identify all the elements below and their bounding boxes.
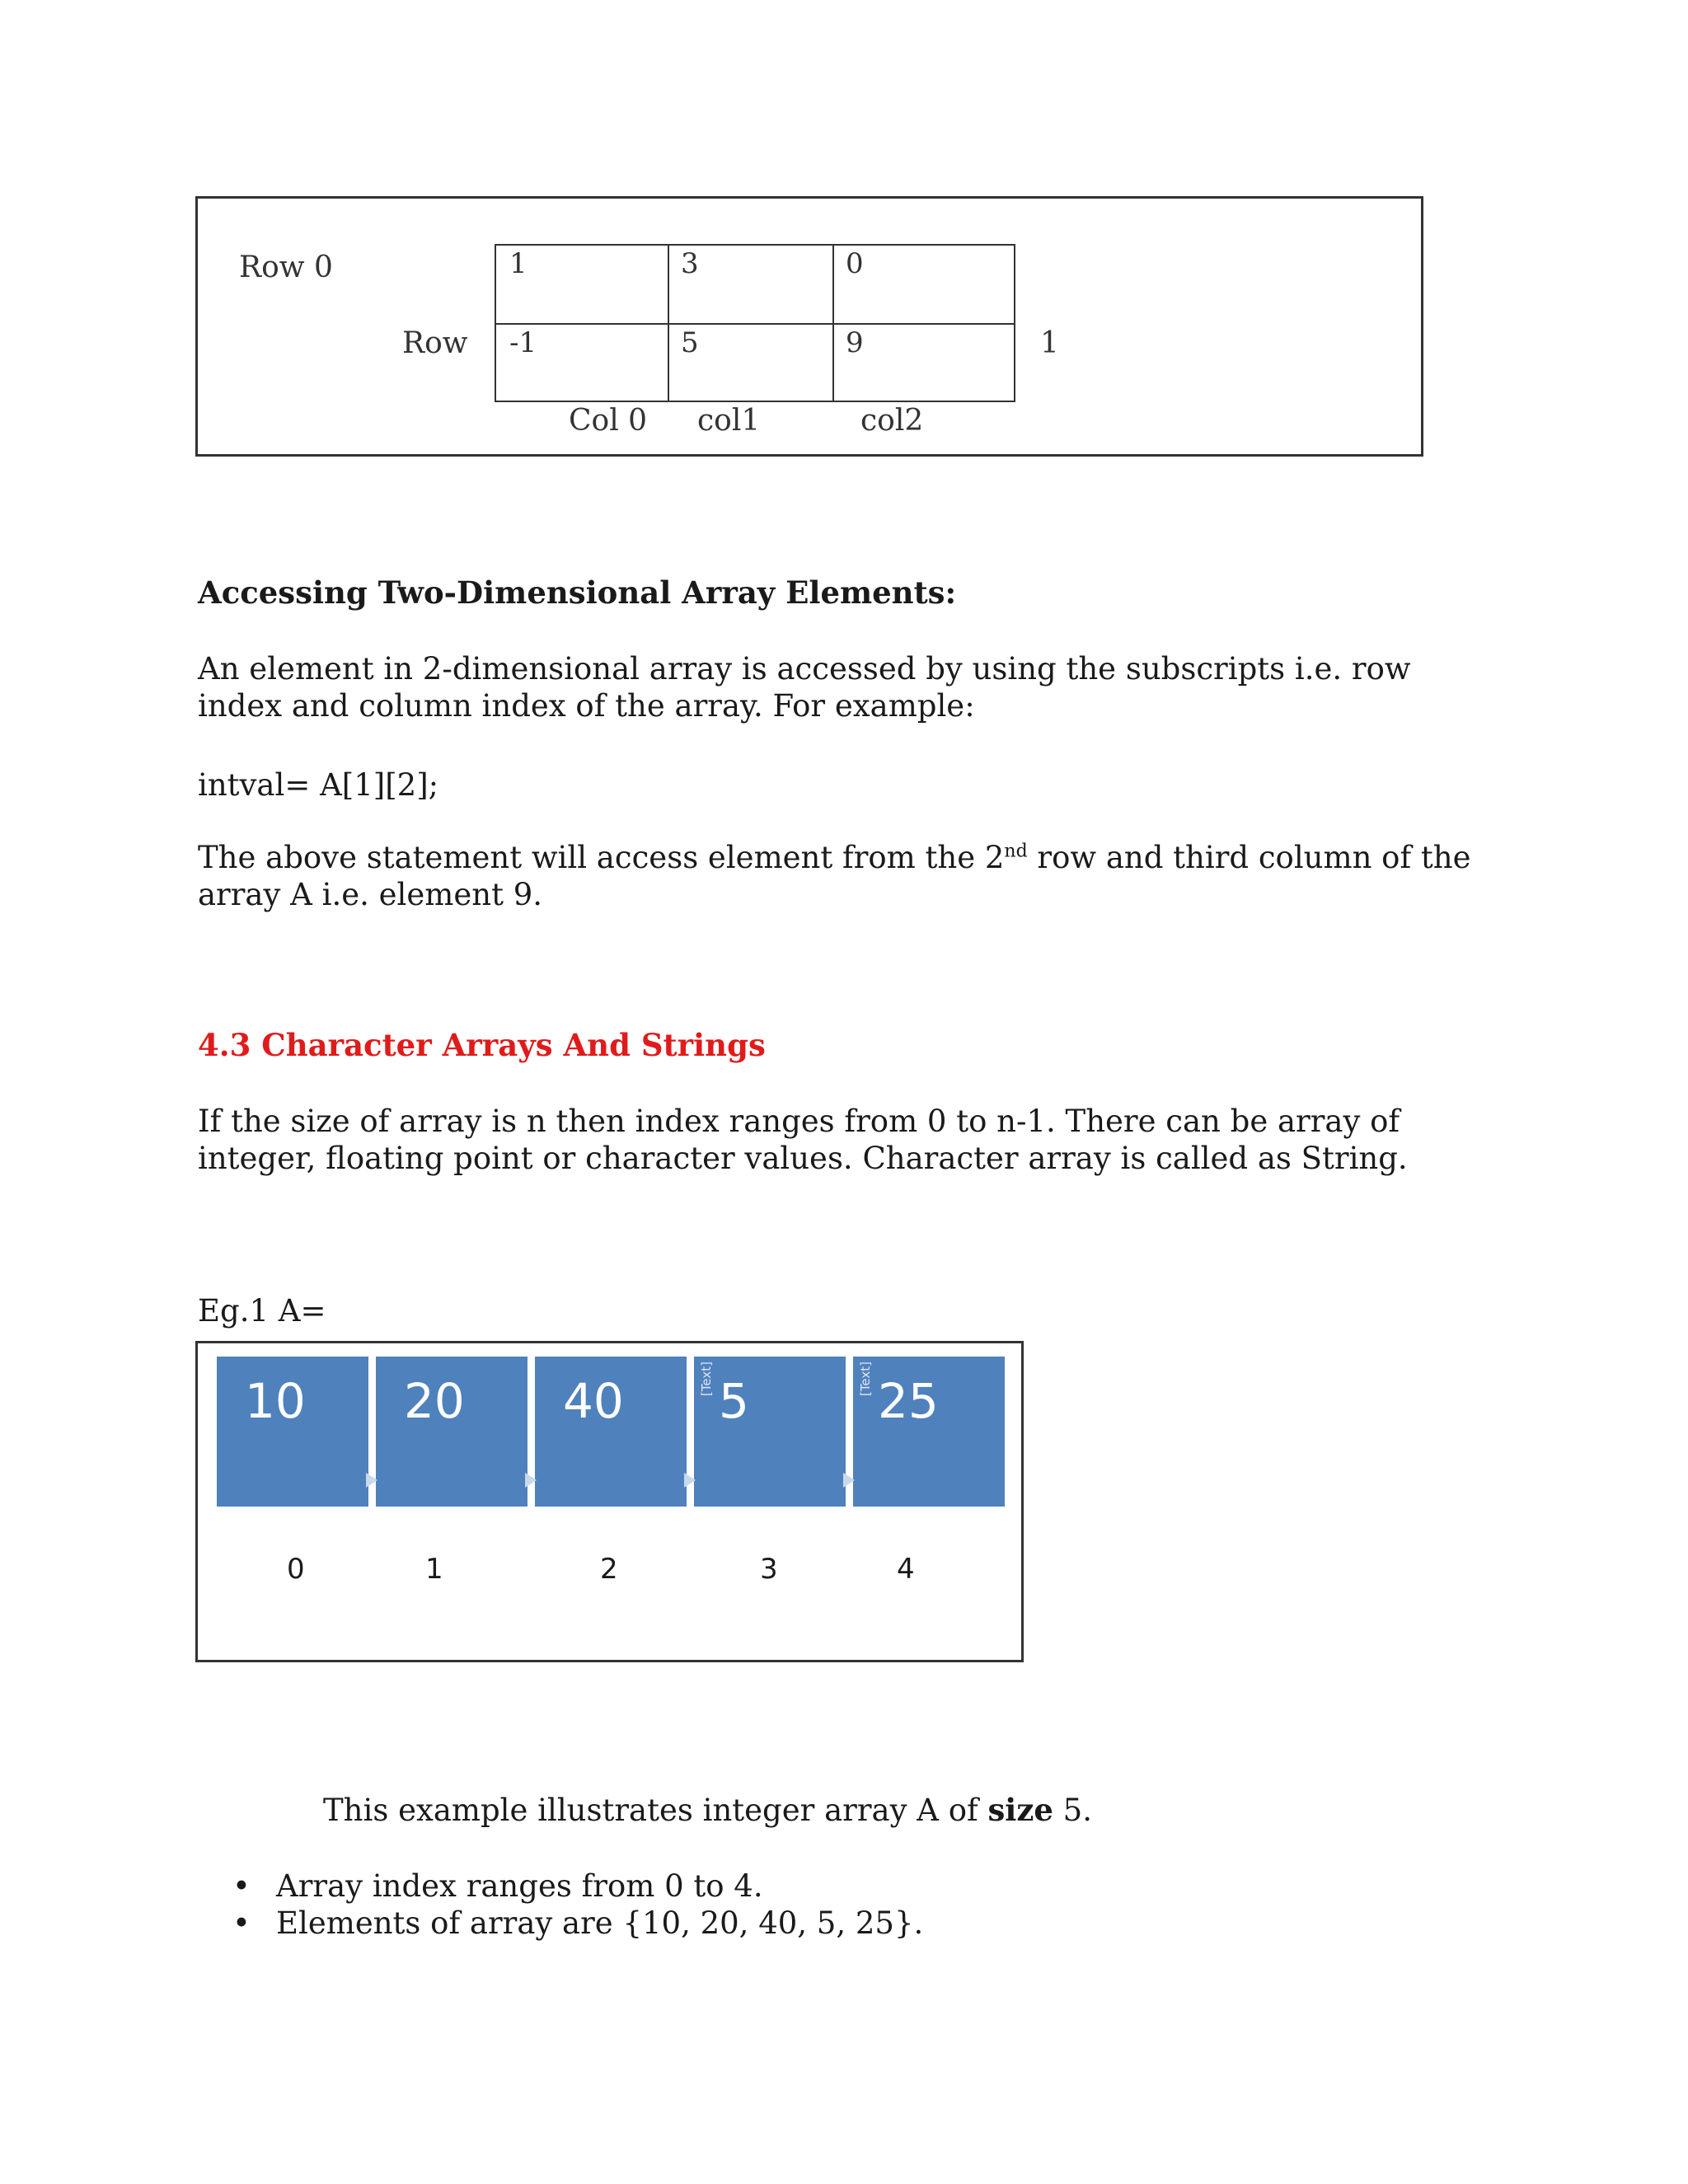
array-value-3: 5 [719, 1373, 749, 1429]
array-value-0: 10 [245, 1373, 306, 1429]
array-value-4: 25 [878, 1373, 939, 1429]
col-label-1: col1 [697, 404, 761, 438]
code-example: intval= A[1][2]; [198, 767, 439, 803]
array-box-0 [217, 1357, 368, 1507]
array-value-2: 40 [563, 1373, 624, 1429]
list-item: • Array index ranges from 0 to 4. [232, 1868, 763, 1904]
col-label-0: Col 0 [569, 404, 648, 438]
row-label: Row [402, 326, 468, 360]
arrow-notch-icon [684, 1473, 696, 1488]
array-box-1 [376, 1357, 528, 1507]
col-label-2: col2 [860, 404, 924, 438]
grid-cell-0-1: 3 [681, 247, 699, 280]
row0-label: Row 0 [239, 251, 333, 284]
bullet-icon: • [232, 1868, 251, 1904]
section-heading-accessing: Accessing Two-Dimensional Array Elements: [198, 574, 957, 611]
paragraph-access-explanation: The above statement will access element from the 2nd row and third column of the array A i.e. element 9. [198, 840, 1471, 912]
bullet-list [198, 1868, 1434, 1942]
row-suffix-label: 1 [1040, 326, 1059, 360]
array-index-3: 3 [760, 1553, 778, 1586]
example-label: Eg.1 A= [198, 1293, 326, 1329]
array-index-1: 1 [425, 1553, 443, 1586]
placeholder-tag-4: [Text] [858, 1361, 873, 1397]
grid-cell-0-2: 0 [846, 247, 864, 280]
array-index-4: 4 [897, 1553, 915, 1586]
bullet-icon: • [232, 1905, 251, 1941]
grid-cell-0-0: 1 [509, 247, 528, 280]
paragraph-access-intro: An element in 2-dimensional array is accessed by using the subscripts i.e. row index and column index of the array. For example: [198, 651, 1411, 724]
array-index-0: 0 [287, 1553, 305, 1586]
placeholder-tag-3: [Text] [699, 1361, 714, 1397]
grid-cell-1-1: 5 [681, 326, 699, 359]
array-box-2 [535, 1357, 687, 1507]
array-box-4 [853, 1357, 1005, 1507]
array-index-2: 2 [600, 1553, 618, 1586]
section-heading-character-arrays: 4.3 Character Arrays And Strings [198, 1027, 766, 1063]
superscript-nd: nd [1004, 841, 1028, 862]
figure-caption: This example illustrates integer array A of size 5. [323, 1792, 1092, 1828]
array-box-3 [694, 1357, 846, 1507]
arrow-notch-icon [525, 1473, 537, 1488]
array-value-1: 20 [404, 1373, 465, 1429]
array-grid [495, 244, 1015, 402]
arrow-notch-icon [366, 1473, 377, 1488]
paragraph-index-ranges: If the size of array is n then index ranges from 0 to n-1. There can be array of integer, floating point or character values. Character array is called as String. [198, 1104, 1408, 1176]
grid-cell-1-0: -1 [509, 326, 537, 359]
list-item: • Elements of array are {10, 20, 40, 5, 25}. [232, 1905, 924, 1941]
grid-cell-1-2: 9 [846, 326, 864, 359]
arrow-notch-icon [843, 1473, 855, 1488]
